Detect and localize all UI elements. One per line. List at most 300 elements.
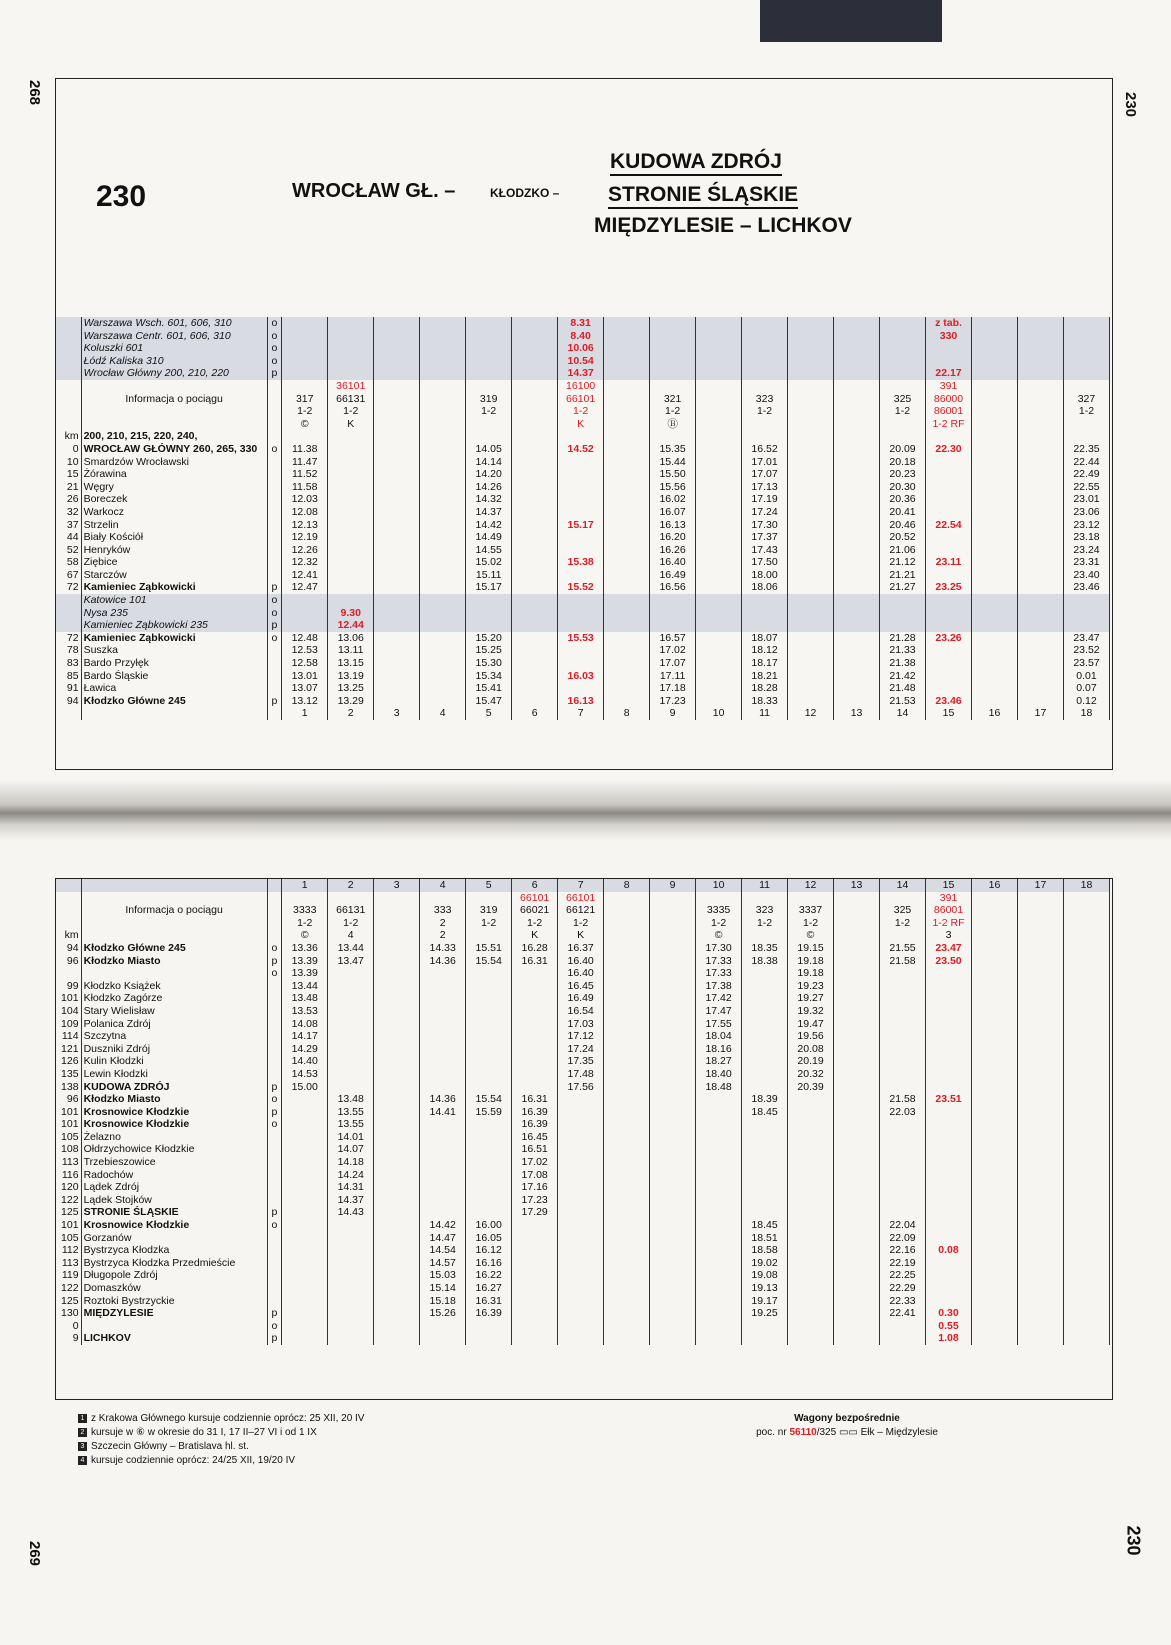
info-cell: 86001 xyxy=(926,405,972,418)
time-cell xyxy=(1063,1068,1109,1081)
station-name: Domaszków xyxy=(81,1282,267,1295)
time-cell xyxy=(374,443,420,456)
time-cell xyxy=(880,980,926,993)
arr-dep-mark xyxy=(267,1257,282,1270)
time-cell: 14.05 xyxy=(466,443,512,456)
time-cell xyxy=(834,556,880,569)
footnotes xyxy=(78,1412,364,1468)
arr-dep-mark: o xyxy=(267,355,282,368)
time-cell xyxy=(282,607,328,620)
time-cell: 17.03 xyxy=(558,1018,604,1031)
table-row xyxy=(56,942,1110,955)
time-cell xyxy=(1063,1244,1109,1257)
km-cell: 44 xyxy=(56,531,81,544)
time-cell xyxy=(604,519,650,532)
time-cell xyxy=(972,1043,1018,1056)
time-cell xyxy=(926,1043,972,1056)
time-cell xyxy=(374,1043,420,1056)
arr-dep-mark xyxy=(267,481,282,494)
time-cell xyxy=(1063,1118,1109,1131)
time-cell: 23.47 xyxy=(1063,632,1109,645)
time-cell: 20.19 xyxy=(788,1055,834,1068)
time-cell xyxy=(742,1081,788,1094)
station-name: Biały Kościół xyxy=(81,531,267,544)
time-cell: 23.50 xyxy=(926,955,972,968)
time-cell xyxy=(788,1320,834,1333)
time-cell xyxy=(972,1282,1018,1295)
time-cell xyxy=(604,1282,650,1295)
time-cell xyxy=(604,992,650,1005)
column-number: 12 xyxy=(788,707,834,720)
time-cell xyxy=(512,481,558,494)
time-cell: 21.12 xyxy=(880,556,926,569)
time-cell xyxy=(1063,1194,1109,1207)
time-cell: 20.36 xyxy=(880,493,926,506)
time-cell xyxy=(328,342,374,355)
time-cell xyxy=(696,632,742,645)
table-row xyxy=(56,670,1110,683)
time-cell: 15.14 xyxy=(420,1282,466,1295)
time-cell xyxy=(926,1156,972,1169)
time-cell xyxy=(788,1143,834,1156)
arr-dep-mark xyxy=(267,1005,282,1018)
time-cell xyxy=(972,619,1018,632)
time-cell xyxy=(788,1181,834,1194)
time-cell xyxy=(788,1106,834,1119)
time-cell xyxy=(374,519,420,532)
time-cell: 19.13 xyxy=(742,1282,788,1295)
time-cell: 21.42 xyxy=(880,670,926,683)
table-row xyxy=(56,581,1110,594)
time-cell xyxy=(604,1118,650,1131)
time-cell xyxy=(604,670,650,683)
time-cell xyxy=(926,619,972,632)
time-cell: 23.12 xyxy=(1063,519,1109,532)
time-cell xyxy=(1017,531,1063,544)
info-cell xyxy=(328,892,374,905)
table-row xyxy=(56,955,1110,968)
time-cell xyxy=(834,1232,880,1245)
time-cell xyxy=(420,569,466,582)
time-cell xyxy=(374,1282,420,1295)
time-cell: 23.06 xyxy=(1063,506,1109,519)
time-cell: 15.30 xyxy=(466,657,512,670)
table-row xyxy=(56,1118,1110,1131)
time-cell xyxy=(1017,355,1063,368)
time-cell xyxy=(374,1068,420,1081)
time-cell xyxy=(696,670,742,683)
time-cell xyxy=(1017,342,1063,355)
km-cell: 83 xyxy=(56,657,81,670)
time-cell xyxy=(328,330,374,343)
time-cell xyxy=(420,1030,466,1043)
station-name: Katowice 101 xyxy=(81,594,267,607)
time-cell xyxy=(604,1244,650,1257)
time-cell xyxy=(604,1181,650,1194)
time-cell xyxy=(972,355,1018,368)
time-cell: 13.12 xyxy=(282,695,328,708)
time-cell xyxy=(512,531,558,544)
time-cell: 17.07 xyxy=(650,657,696,670)
time-cell xyxy=(880,355,926,368)
time-cell xyxy=(282,1131,328,1144)
time-cell xyxy=(972,980,1018,993)
time-cell xyxy=(696,1269,742,1282)
time-cell xyxy=(1063,967,1109,980)
km-cell: 91 xyxy=(56,682,81,695)
arr-dep-mark xyxy=(267,1143,282,1156)
info-cell xyxy=(834,904,880,917)
time-cell xyxy=(420,670,466,683)
time-cell: 17.16 xyxy=(512,1181,558,1194)
time-cell xyxy=(1017,1232,1063,1245)
arr-dep-mark: p xyxy=(267,1206,282,1219)
time-cell xyxy=(696,1232,742,1245)
time-cell xyxy=(1063,342,1109,355)
time-cell xyxy=(604,632,650,645)
time-cell xyxy=(926,1282,972,1295)
time-cell xyxy=(512,581,558,594)
time-cell xyxy=(880,317,926,330)
time-cell xyxy=(374,967,420,980)
table-row xyxy=(56,892,1110,905)
table-row xyxy=(56,569,1110,582)
time-cell xyxy=(834,695,880,708)
time-cell: 10.06 xyxy=(558,342,604,355)
time-cell xyxy=(926,682,972,695)
time-cell: 16.54 xyxy=(558,1005,604,1018)
time-cell xyxy=(374,1106,420,1119)
time-cell xyxy=(880,1005,926,1018)
table-row xyxy=(56,519,1110,532)
time-cell xyxy=(374,670,420,683)
info-cell xyxy=(1017,418,1063,431)
time-cell xyxy=(788,1232,834,1245)
time-cell xyxy=(834,1169,880,1182)
time-cell xyxy=(328,1244,374,1257)
time-cell xyxy=(466,1118,512,1131)
time-cell xyxy=(788,1332,834,1345)
arr-dep-mark: p xyxy=(267,955,282,968)
time-cell: 21.55 xyxy=(880,942,926,955)
time-cell xyxy=(696,594,742,607)
km-cell: 15 xyxy=(56,468,81,481)
time-cell xyxy=(1063,1093,1109,1106)
time-cell xyxy=(650,1295,696,1308)
time-cell: 13.55 xyxy=(328,1118,374,1131)
km-cell xyxy=(56,594,81,607)
time-cell xyxy=(788,556,834,569)
time-cell xyxy=(834,317,880,330)
time-cell xyxy=(328,1043,374,1056)
time-cell: 16.51 xyxy=(512,1143,558,1156)
time-cell xyxy=(420,1320,466,1333)
column-number: 14 xyxy=(880,879,926,892)
time-cell xyxy=(972,644,1018,657)
time-cell xyxy=(604,644,650,657)
time-cell xyxy=(604,1332,650,1345)
time-cell xyxy=(788,695,834,708)
time-cell xyxy=(374,468,420,481)
arr-dep-mark: p xyxy=(267,581,282,594)
time-cell xyxy=(1063,1081,1109,1094)
time-cell xyxy=(834,506,880,519)
column-number: 13 xyxy=(834,879,880,892)
time-cell xyxy=(650,1194,696,1207)
station-name: Długopole Zdrój xyxy=(81,1269,267,1282)
time-cell xyxy=(972,682,1018,695)
time-cell xyxy=(1017,1244,1063,1257)
time-cell xyxy=(466,1332,512,1345)
time-cell xyxy=(420,1156,466,1169)
arr-dep-mark xyxy=(267,657,282,670)
time-cell xyxy=(972,1055,1018,1068)
time-cell xyxy=(512,1219,558,1232)
time-cell xyxy=(788,569,834,582)
time-cell xyxy=(282,1320,328,1333)
column-number: 3 xyxy=(374,879,420,892)
time-cell xyxy=(282,1282,328,1295)
table-row xyxy=(56,619,1110,632)
time-cell: 16.03 xyxy=(558,670,604,683)
info-cell xyxy=(1063,892,1109,905)
km-cell xyxy=(56,355,81,368)
time-cell xyxy=(282,1232,328,1245)
table-row xyxy=(56,544,1110,557)
time-cell xyxy=(926,607,972,620)
info-cell: 391 xyxy=(926,380,972,393)
time-cell: 17.30 xyxy=(742,519,788,532)
info-cell xyxy=(374,405,420,418)
time-cell xyxy=(788,632,834,645)
km-cell: 125 xyxy=(56,1295,81,1308)
time-cell xyxy=(926,1131,972,1144)
time-cell xyxy=(328,1282,374,1295)
time-cell xyxy=(880,1206,926,1219)
time-cell: 12.48 xyxy=(282,632,328,645)
arr-dep-mark xyxy=(267,682,282,695)
time-cell xyxy=(650,980,696,993)
info-cell: K xyxy=(558,418,604,431)
info-cell: 1-2 xyxy=(328,917,374,930)
label-cell xyxy=(81,892,267,905)
time-cell xyxy=(926,1269,972,1282)
table-row xyxy=(56,330,1110,343)
table-row xyxy=(56,594,1110,607)
time-cell xyxy=(834,1257,880,1270)
time-cell xyxy=(972,493,1018,506)
time-cell: 17.33 xyxy=(696,955,742,968)
column-number: 15 xyxy=(926,879,972,892)
time-cell xyxy=(374,544,420,557)
time-cell xyxy=(926,342,972,355)
time-cell xyxy=(328,569,374,582)
time-cell xyxy=(604,695,650,708)
time-cell xyxy=(834,1106,880,1119)
table-row xyxy=(56,393,1110,406)
mark-cell xyxy=(267,892,282,905)
time-cell xyxy=(650,1332,696,1345)
column-number: 3 xyxy=(374,707,420,720)
time-cell: 23.01 xyxy=(1063,493,1109,506)
time-cell xyxy=(696,1106,742,1119)
time-cell xyxy=(328,1219,374,1232)
time-cell: 16.07 xyxy=(650,506,696,519)
time-cell xyxy=(1017,1118,1063,1131)
info-cell: 1-2 xyxy=(696,917,742,930)
time-cell: 19.56 xyxy=(788,1030,834,1043)
time-cell: 21.58 xyxy=(880,955,926,968)
info-cell xyxy=(512,430,558,443)
time-cell: 18.45 xyxy=(742,1219,788,1232)
time-cell: 15.54 xyxy=(466,955,512,968)
station-name: Łódź Kaliska 310 xyxy=(81,355,267,368)
time-cell xyxy=(834,1093,880,1106)
time-cell xyxy=(834,1143,880,1156)
column-number: 5 xyxy=(466,879,512,892)
info-cell xyxy=(834,929,880,942)
km-cell: 113 xyxy=(56,1257,81,1270)
time-cell xyxy=(926,1055,972,1068)
time-cell: 16.49 xyxy=(650,569,696,582)
page-number-bottom-left: 269 xyxy=(26,1540,44,1567)
table-row xyxy=(56,1206,1110,1219)
time-cell xyxy=(282,1118,328,1131)
time-cell xyxy=(512,367,558,380)
time-cell xyxy=(1017,330,1063,343)
column-number: 15 xyxy=(926,707,972,720)
arr-dep-mark xyxy=(267,1282,282,1295)
km-cell: 10 xyxy=(56,456,81,469)
km-cell: 26 xyxy=(56,493,81,506)
km-cell: 104 xyxy=(56,1005,81,1018)
label-cell xyxy=(81,405,267,418)
table-row xyxy=(56,1282,1110,1295)
time-cell xyxy=(604,1320,650,1333)
time-cell xyxy=(1063,992,1109,1005)
time-cell xyxy=(328,519,374,532)
table-row xyxy=(56,904,1110,917)
time-cell xyxy=(1017,1143,1063,1156)
time-cell: 17.38 xyxy=(696,980,742,993)
station-name: Ławica xyxy=(81,682,267,695)
info-cell xyxy=(650,892,696,905)
time-cell xyxy=(466,330,512,343)
page-number-top-left: 268 xyxy=(26,79,44,106)
time-cell xyxy=(926,980,972,993)
time-cell xyxy=(374,1219,420,1232)
mark-cell xyxy=(267,405,282,418)
time-cell xyxy=(880,967,926,980)
time-cell xyxy=(420,1005,466,1018)
time-cell xyxy=(972,1295,1018,1308)
destination-stronie: STRONIE ŚLĄSKIE xyxy=(608,183,798,209)
time-cell: 17.35 xyxy=(558,1055,604,1068)
time-cell xyxy=(420,355,466,368)
km-cell: 52 xyxy=(56,544,81,557)
time-cell xyxy=(650,1156,696,1169)
arr-dep-mark xyxy=(267,992,282,1005)
time-cell: 23.57 xyxy=(1063,657,1109,670)
time-cell xyxy=(972,632,1018,645)
arr-dep-mark xyxy=(267,544,282,557)
time-cell: 17.43 xyxy=(742,544,788,557)
time-cell xyxy=(742,317,788,330)
time-cell xyxy=(420,1332,466,1345)
time-cell xyxy=(1063,1030,1109,1043)
time-cell xyxy=(374,1093,420,1106)
info-cell xyxy=(1063,380,1109,393)
time-cell xyxy=(788,670,834,683)
station-name: Ołdrzychowice Kłodzkie xyxy=(81,1143,267,1156)
time-cell xyxy=(696,1143,742,1156)
time-cell xyxy=(558,1244,604,1257)
time-cell xyxy=(604,967,650,980)
time-cell xyxy=(1017,1206,1063,1219)
time-cell xyxy=(834,367,880,380)
time-cell xyxy=(834,1068,880,1081)
time-cell xyxy=(466,1131,512,1144)
info-cell xyxy=(788,380,834,393)
column-number: 6 xyxy=(512,707,558,720)
time-cell xyxy=(788,481,834,494)
column-number: 7 xyxy=(558,879,604,892)
info-cell xyxy=(1017,393,1063,406)
info-cell xyxy=(466,418,512,431)
time-cell: 16.16 xyxy=(466,1257,512,1270)
info-cell: 323 xyxy=(742,393,788,406)
time-cell xyxy=(512,1269,558,1282)
km-cell xyxy=(56,707,81,720)
time-cell: 17.24 xyxy=(742,506,788,519)
time-cell xyxy=(420,481,466,494)
time-cell xyxy=(420,519,466,532)
time-cell xyxy=(742,1030,788,1043)
time-cell: 16.28 xyxy=(512,942,558,955)
info-cell: 325 xyxy=(880,393,926,406)
time-cell xyxy=(696,544,742,557)
info-cell xyxy=(466,430,512,443)
time-cell xyxy=(696,367,742,380)
time-cell: 16.31 xyxy=(466,1295,512,1308)
time-cell xyxy=(604,581,650,594)
info-cell xyxy=(834,380,880,393)
info-cell xyxy=(328,430,374,443)
table-row xyxy=(56,1169,1110,1182)
station-name: Kłodzko Główne 245 xyxy=(81,695,267,708)
time-cell xyxy=(972,1232,1018,1245)
km-cell: 101 xyxy=(56,992,81,1005)
time-cell: 12.32 xyxy=(282,556,328,569)
column-number: 18 xyxy=(1063,707,1109,720)
time-cell xyxy=(788,1282,834,1295)
time-cell: 14.17 xyxy=(282,1030,328,1043)
time-cell xyxy=(650,1269,696,1282)
time-cell xyxy=(880,1131,926,1144)
time-cell xyxy=(512,1320,558,1333)
time-cell xyxy=(466,967,512,980)
time-cell xyxy=(926,1143,972,1156)
km-cell: 21 xyxy=(56,481,81,494)
info-cell xyxy=(696,405,742,418)
time-cell xyxy=(788,367,834,380)
info-cell xyxy=(972,892,1018,905)
time-cell: 19.02 xyxy=(742,1257,788,1270)
station-name: Lądek Stojków xyxy=(81,1194,267,1207)
info-cell xyxy=(374,430,420,443)
time-cell: 23.51 xyxy=(926,1093,972,1106)
info-cell xyxy=(558,430,604,443)
